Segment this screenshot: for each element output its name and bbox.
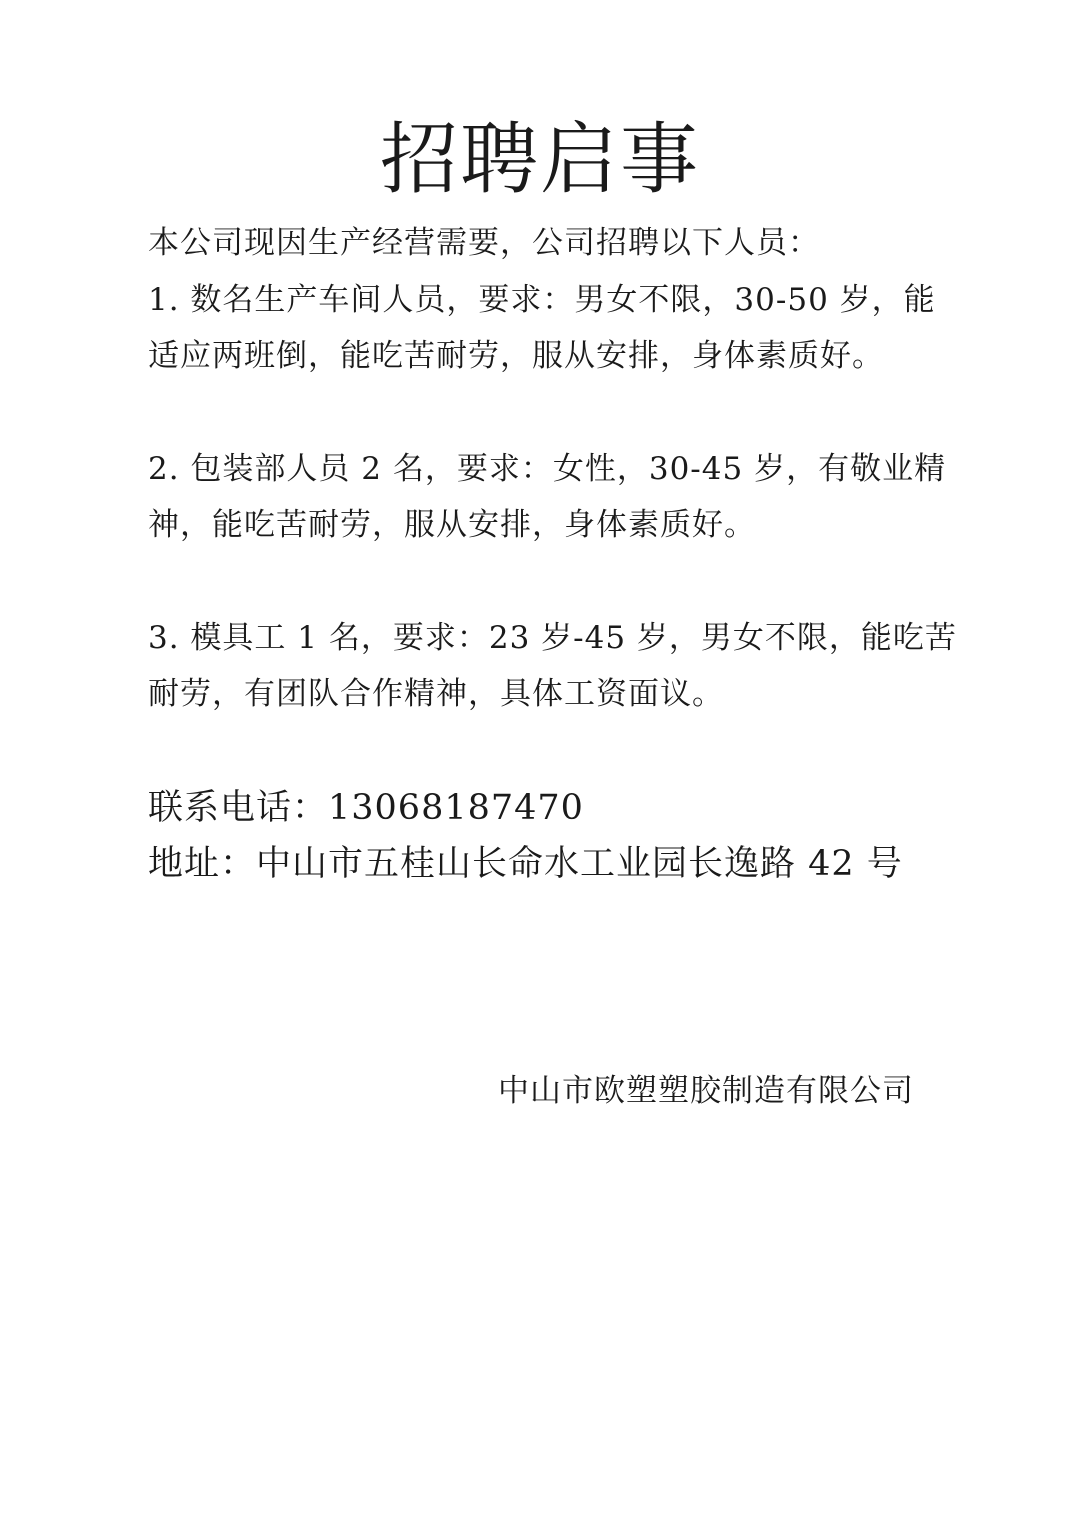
intro-text: 本公司现因生产经营需要，公司招聘以下人员： bbox=[148, 225, 820, 261]
company-signature: 中山市欧塑塑胶制造有限公司 bbox=[498, 1073, 914, 1109]
position-2-line-1: 2. 包装部人员 2 名，要求：女性，30-45 岁，有敬业精 bbox=[148, 451, 947, 487]
position-item-1 bbox=[148, 272, 936, 384]
position-1-line-2: 适应两班倒，能吃苦耐劳，服从安排，身体素质好。 bbox=[148, 338, 884, 374]
position-item-2 bbox=[148, 441, 947, 553]
position-3-line-2: 耐劳，有团队合作精神，具体工资面议。 bbox=[148, 676, 724, 712]
contact-phone: 联系电话：13068187470 bbox=[148, 788, 584, 828]
position-2-line-2: 神，能吃苦耐劳，服从安排，身体素质好。 bbox=[148, 507, 756, 543]
contact-address: 地址：中山市五桂山长命水工业园长逸路 42 号 bbox=[148, 844, 903, 884]
position-1-line-1: 1. 数名生产车间人员，要求：男女不限，30-50 岁，能 bbox=[148, 282, 936, 318]
page-title: 招聘启事 bbox=[379, 115, 700, 205]
intro-paragraph bbox=[148, 215, 918, 271]
position-item-3 bbox=[148, 610, 957, 722]
position-3-line-1: 3. 模具工 1 名，要求：23 岁-45 岁，男女不限，能吃苦 bbox=[148, 620, 957, 656]
